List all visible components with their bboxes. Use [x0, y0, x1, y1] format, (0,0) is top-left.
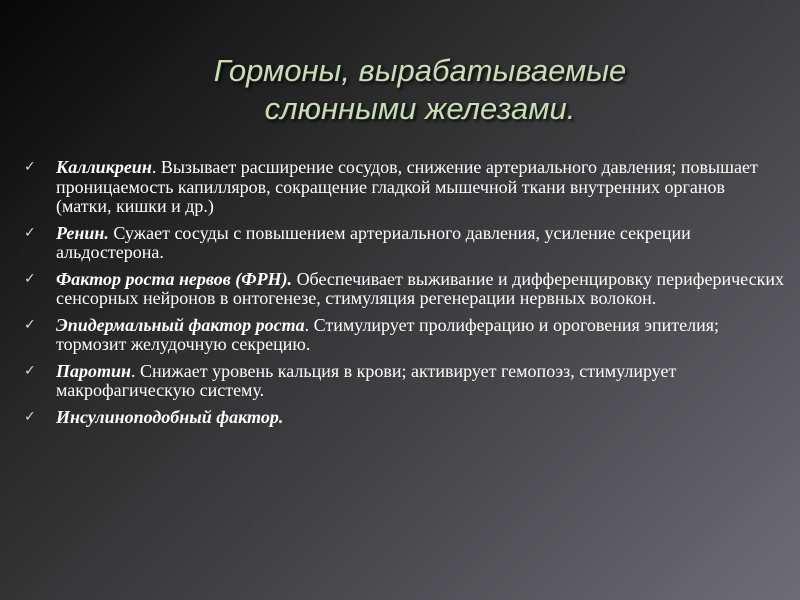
checkmark-icon: ✓ [24, 362, 36, 379]
checkmark-icon: ✓ [24, 270, 36, 287]
item-term: Паротин [56, 360, 132, 381]
checkmark-icon: ✓ [24, 408, 36, 425]
item-text: . Вызывает расширение сосудов, снижение артериального давления; повышает проницаемость капилляров, сокращение гладкой мышечной ткани внутренних органов (матки, кишки и др.) [56, 157, 758, 216]
item-text: . Снижает уровень кальция в крови; активирует гемопоэз, стимулирует макрофагическую систему. [56, 360, 677, 400]
item-term: Ренин. [56, 222, 109, 243]
slide-title-line-1: Гормоны, вырабатываемые [213, 53, 627, 88]
item-term: Эпидермальный фактор роста [56, 314, 305, 335]
item-term: Инсулиноподобный фактор. [56, 406, 284, 427]
list-item-epidermal-growth-factor [24, 316, 784, 355]
slide-title-line-2: слюнными железами. [264, 91, 576, 126]
item-text: . Стимулирует пролиферацию и ороговения эпителия; тормозит желудочную секрецию. [56, 314, 720, 354]
list-item-insulin-like-factor [24, 408, 784, 428]
checkmark-icon: ✓ [24, 159, 36, 175]
item-term: Фактор роста нервов (ФРН). [56, 268, 293, 289]
slide-title [160, 52, 680, 128]
bullet-list [24, 158, 784, 434]
item-text: Сужает сосуды с повышением артериального давления, усиление секреции альдостерона. [56, 222, 691, 262]
item-text: Обеспечивает выживание и дифференцировку периферических сенсорных нейронов в онтогенезе, стимуляция регенерации нервных волокон. [56, 268, 784, 308]
checkmark-icon: ✓ [24, 316, 36, 333]
item-term: Калликреин [56, 157, 152, 177]
list-item-nerve-growth-factor [24, 270, 784, 309]
list-item-parotin [24, 362, 784, 401]
checkmark-icon: ✓ [24, 224, 36, 241]
list-item-kallikrein [24, 158, 784, 217]
list-item-renin [24, 224, 784, 263]
